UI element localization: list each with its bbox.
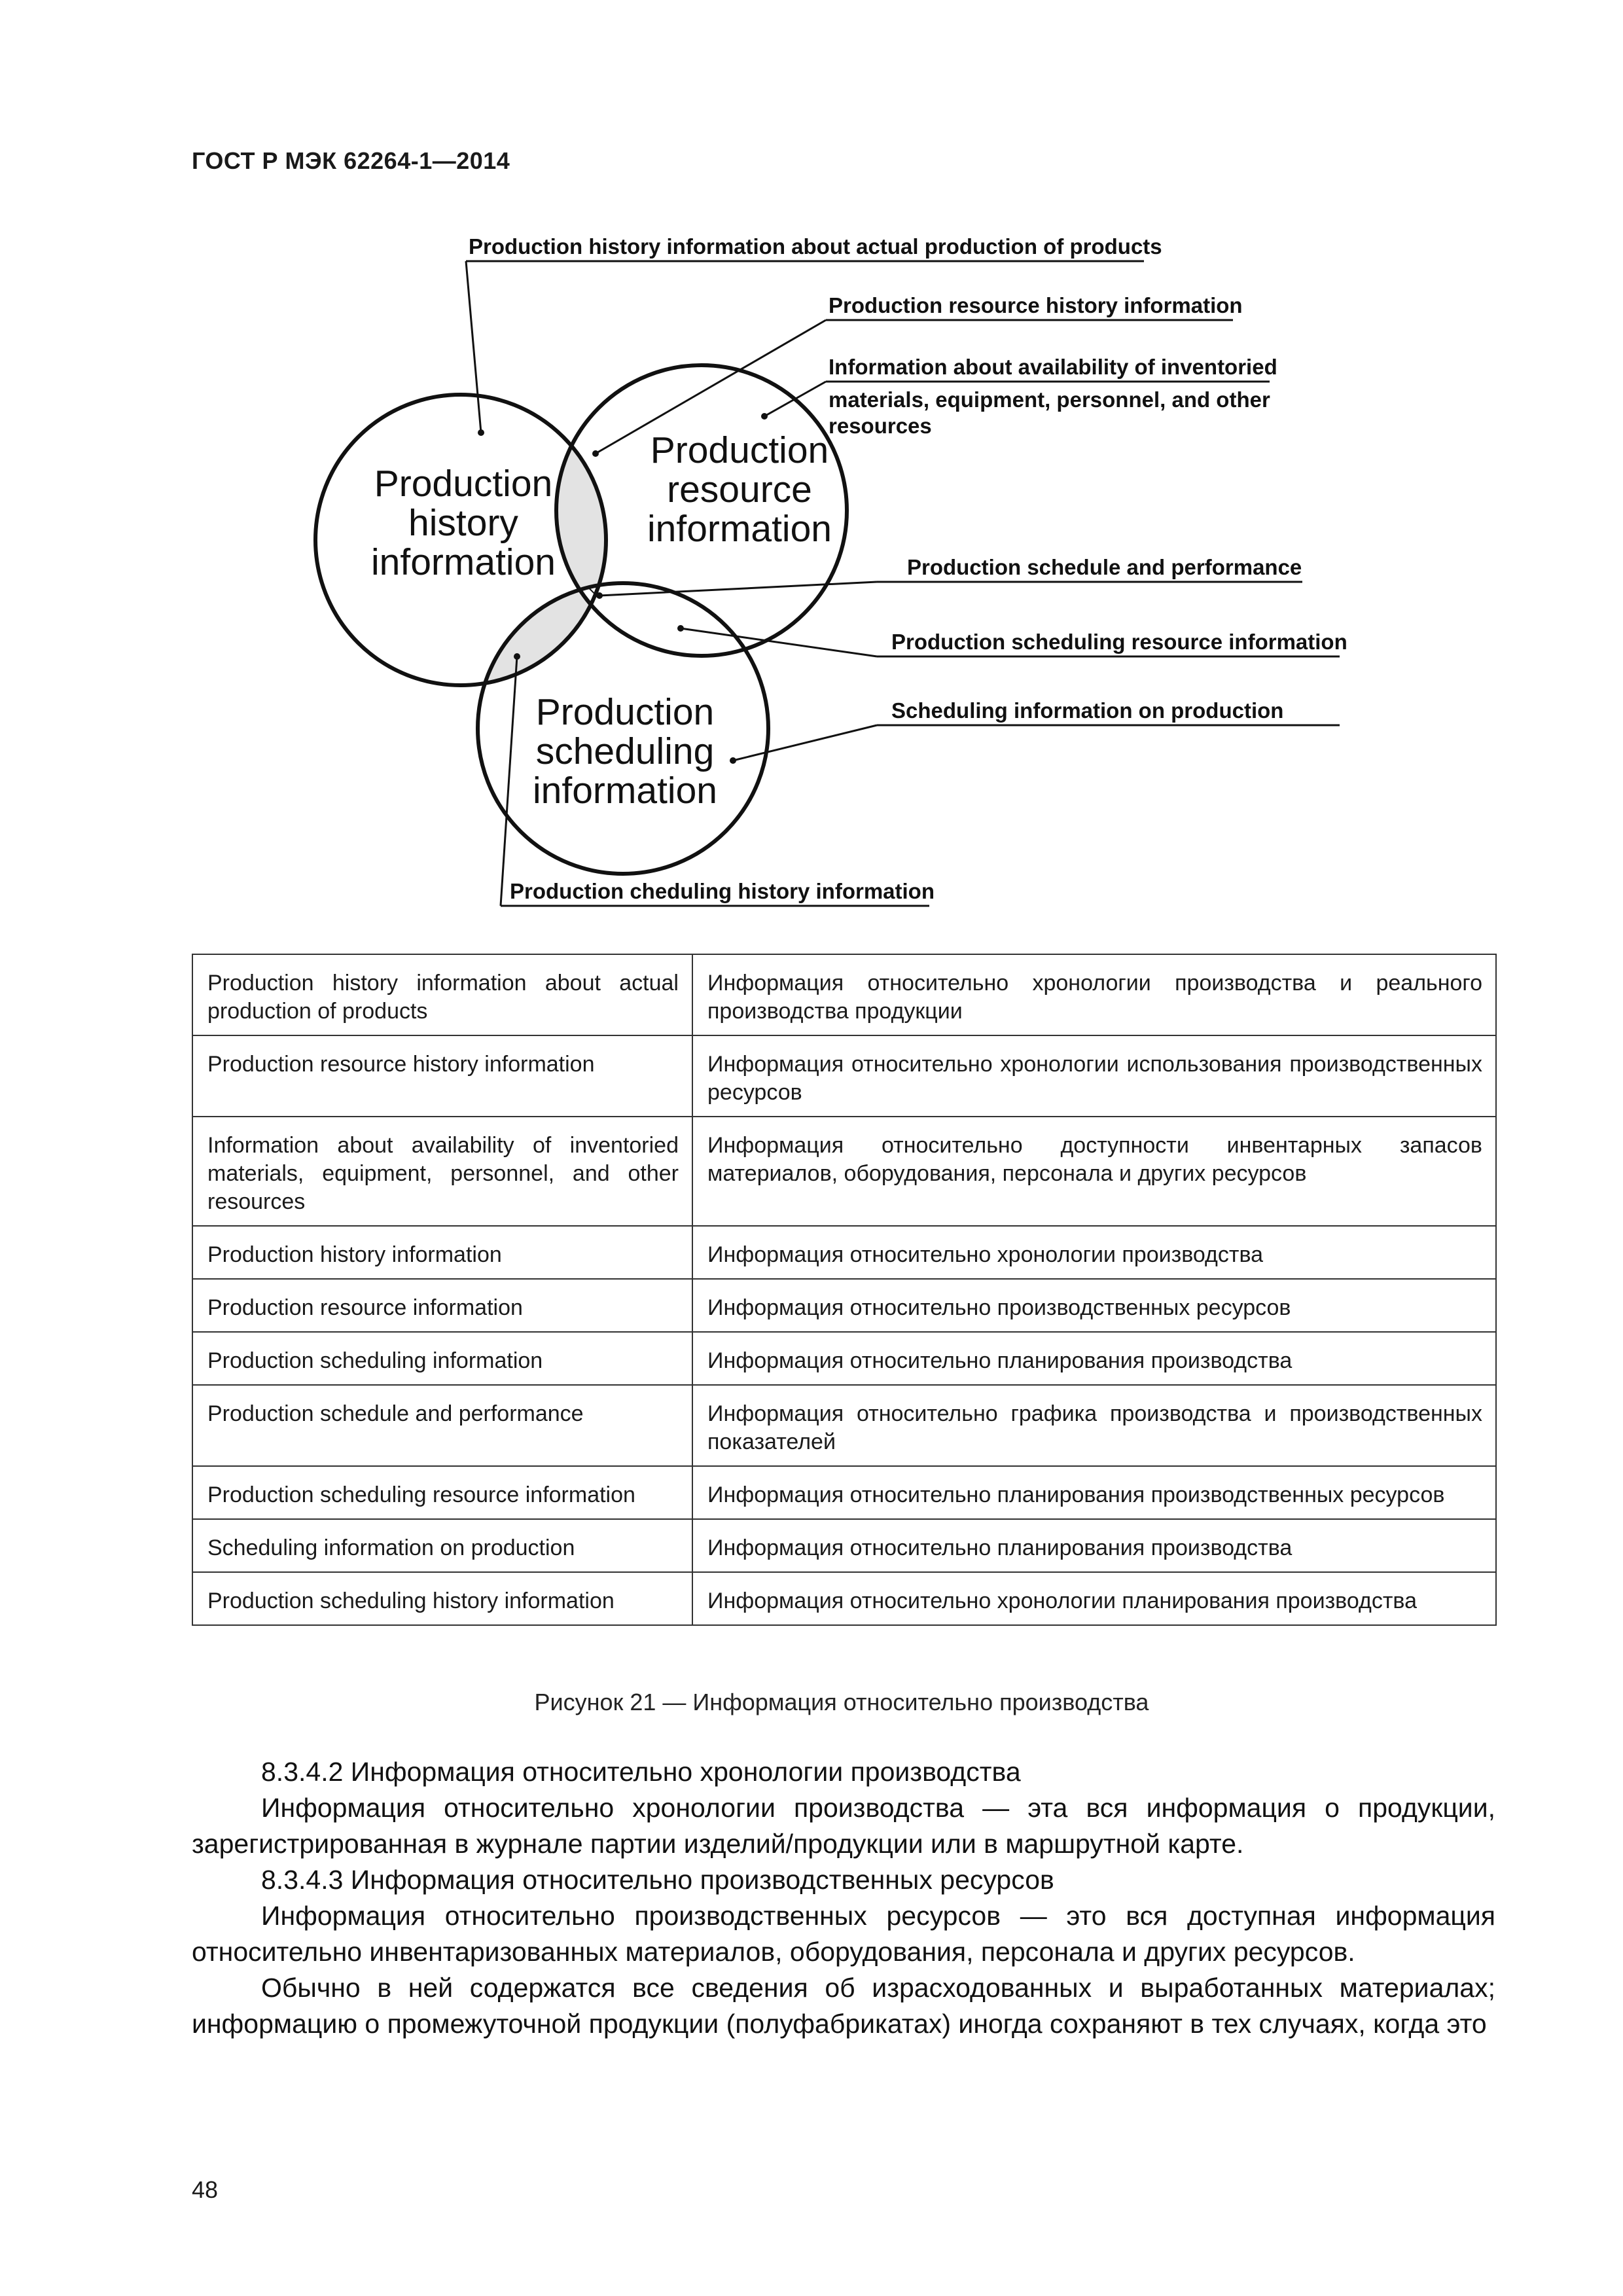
table-row xyxy=(192,954,1496,1035)
term-en: Scheduling information on production xyxy=(192,1519,692,1572)
table-row xyxy=(192,1519,1496,1572)
table-row xyxy=(192,1572,1496,1625)
venn-diagram xyxy=(0,0,1623,929)
term-en: Production scheduling information xyxy=(192,1332,692,1385)
term-ru: Информация относительно производственных ресурсов xyxy=(692,1279,1496,1332)
callout-availability-1: Information about availability of inventoried xyxy=(829,355,1277,379)
term-ru: Информация относительно графика производства и производственных показателей xyxy=(692,1385,1496,1466)
term-en: Production resource history information xyxy=(192,1035,692,1117)
term-en: Production scheduling history information xyxy=(192,1572,692,1625)
circle-label-resource-1: Production xyxy=(650,429,829,471)
term-en: Production resource information xyxy=(192,1279,692,1332)
callout-availability-2: materials, equipment, personnel, and other xyxy=(829,387,1270,412)
callout-actual-production: Production history information about actual production of products xyxy=(469,234,1162,259)
document-header: ГОСТ Р МЭК 62264-1—2014 xyxy=(192,147,510,174)
callout-scheduling-history: Production cheduling history information xyxy=(510,879,935,903)
table-row xyxy=(192,1385,1496,1466)
term-en: Production scheduling resource information xyxy=(192,1466,692,1519)
circle-label-scheduling-2: scheduling xyxy=(535,730,715,772)
term-en: Production history information about actual production of products xyxy=(192,954,692,1035)
table-row xyxy=(192,1332,1496,1385)
term-ru: Информация относительно хронологии использования производственных ресурсов xyxy=(692,1035,1496,1117)
term-ru: Информация относительно планирования производства xyxy=(692,1332,1496,1385)
paragraph: Обычно в ней содержатся все сведения об израсходованных и выработанных материалах; информацию о промежуточной продукции (полуфабрикатах) иногда сохраняют в тех случаях, когда это xyxy=(192,1973,1495,2039)
term-ru: Информация относительно хронологии планирования производства xyxy=(692,1572,1496,1625)
body-text xyxy=(192,1754,1495,2042)
term-ru: Информация относительно планирования производства xyxy=(692,1519,1496,1572)
term-ru: Информация относительно доступности инвентарных запасов материалов, оборудования, персонала и других ресурсов xyxy=(692,1117,1496,1226)
table-row xyxy=(192,1466,1496,1519)
section-heading-8-3-4-2: 8.3.4.2 Информация относительно хронологии производства xyxy=(261,1757,1021,1787)
term-en: Production history information xyxy=(192,1226,692,1279)
circle-label-scheduling-1: Production xyxy=(535,691,715,733)
circle-label-resource-2: resource xyxy=(667,469,812,511)
term-ru: Информация относительно хронологии производства и реального производства продукции xyxy=(692,954,1496,1035)
paragraph: Информация относительно производственных ресурсов — это вся доступная информация относительно инвентаризованных материалов, оборудования, персонала и других ресурсов. xyxy=(192,1901,1495,1967)
table-row xyxy=(192,1117,1496,1226)
table-row xyxy=(192,1279,1496,1332)
circle-label-history-1: Production xyxy=(374,463,553,505)
callout-availability-3: resources xyxy=(829,414,932,438)
circle-label-history-3: information xyxy=(371,541,556,583)
figure-caption: Рисунок 21 — Информация относительно производства xyxy=(534,1689,1149,1715)
circle-label-history-2: history xyxy=(408,502,518,544)
circle-label-scheduling-3: information xyxy=(533,770,717,812)
table-row xyxy=(192,1226,1496,1279)
term-ru: Информация относительно хронологии производства xyxy=(692,1226,1496,1279)
callout-schedule-performance: Production schedule and performance xyxy=(907,555,1302,579)
section-heading-8-3-4-3: 8.3.4.3 Информация относительно производственных ресурсов xyxy=(261,1865,1054,1895)
circle-label-resource-3: information xyxy=(647,508,832,550)
term-en: Information about availability of inventoried materials, equipment, personnel, and other resources xyxy=(192,1117,692,1226)
paragraph: Информация относительно хронологии производства — эта вся информация о продукции, зарегистрированная в журнале партии изделий/продукции или в маршрутной карте. xyxy=(192,1793,1495,1859)
page-number: 48 xyxy=(192,2176,219,2203)
term-ru: Информация относительно планирования производственных ресурсов xyxy=(692,1466,1496,1519)
callout-scheduling-resource: Production scheduling resource information xyxy=(891,630,1347,654)
glossary-table xyxy=(192,954,1497,1626)
term-en: Production schedule and performance xyxy=(192,1385,692,1466)
callout-scheduling-on-production: Scheduling information on production xyxy=(891,698,1284,723)
table-row xyxy=(192,1035,1496,1117)
callout-resource-history: Production resource history information xyxy=(829,293,1243,317)
